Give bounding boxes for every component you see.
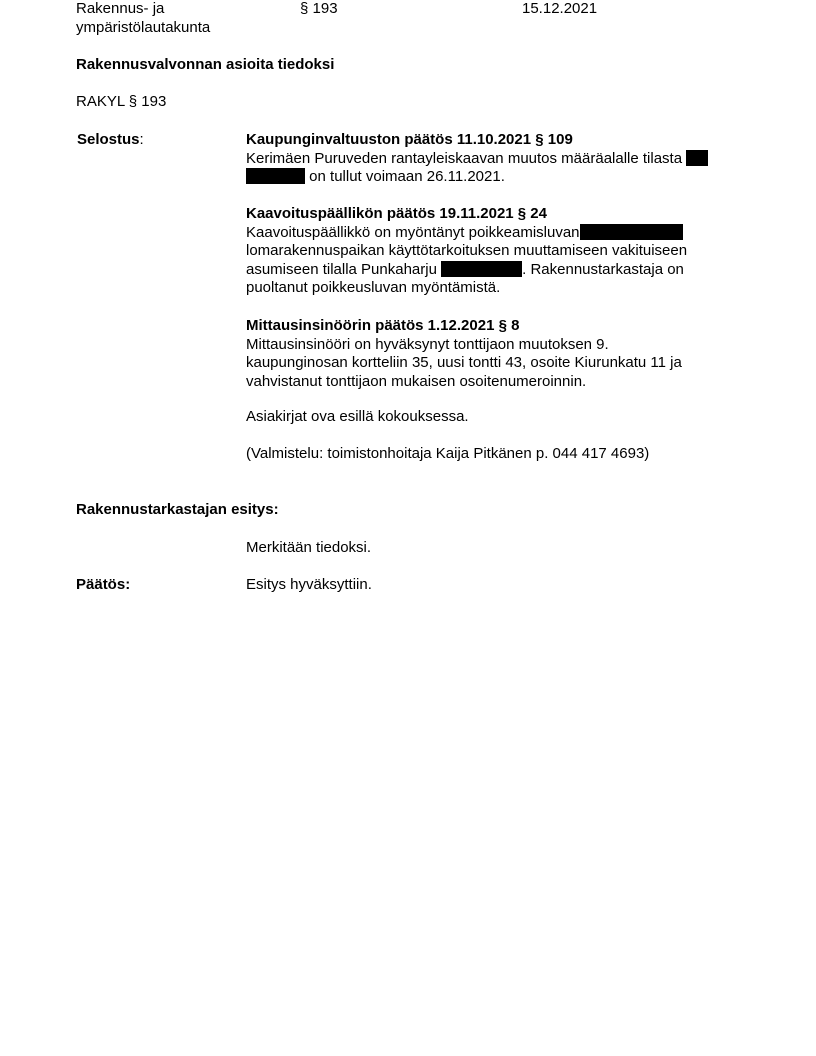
block-heading: Kaavoituspäällikön päätös 19.11.2021 § 24 [246, 205, 547, 222]
redaction-box [441, 261, 522, 277]
block-text: asumiseen tilalla Punkaharju [246, 260, 437, 278]
block-text-line [246, 261, 746, 280]
decision-label: Päätös: [76, 576, 131, 593]
header-date: 15.12.2021 [522, 0, 598, 17]
block-text-line [246, 168, 746, 187]
selostus-label-colon: : [139, 131, 144, 148]
proposal-text: Merkitään tiedoksi. [246, 539, 372, 556]
redaction-box [580, 224, 683, 240]
committee-name-line2: ympäristölautakunta [76, 18, 211, 36]
block-text: Kerimäen Puruveden rantayleiskaavan muutos määräalalle tilasta [246, 149, 683, 167]
page-title: Rakennusvalvonnan asioita tiedoksi [76, 56, 335, 73]
block-text: Kaavoituspäällikkö on myöntänyt poikkeamisluvan [246, 223, 580, 241]
committee-name-line1: Rakennus- ja [76, 0, 165, 17]
selostus-label [77, 131, 144, 150]
decision-block-surveying [246, 317, 746, 391]
block-text: on tullut voimaan 26.11.2021. [309, 168, 505, 185]
header-section-number: § 193 [300, 0, 338, 17]
redaction-box [686, 150, 708, 166]
selostus-label-text: Selostus [77, 131, 140, 148]
block-text-line: vahvistanut tonttijaon mukaisen osoitenumeroinnin. [246, 372, 587, 390]
block-text-line: puoltanut poikkeusluvan myöntämistä. [246, 279, 501, 296]
decision-block-council [246, 131, 746, 187]
block-text: . Rakennustarkastaja on [522, 260, 684, 278]
preparer-note: (Valmistelu: toimistonhoitaja Kaija Pitkänen p. 044 417 4693) [246, 445, 650, 462]
decision-block-planning [246, 205, 746, 298]
block-heading: Kaupunginvaltuuston päätös 11.10.2021 § 109 [246, 131, 573, 148]
reference-line: RAKYL § 193 [76, 93, 167, 110]
block-text-line [246, 224, 746, 243]
block-text-line: lomarakennuspaikan käyttötarkoituksen muuttamiseen vakituiseen [246, 242, 688, 259]
block-text-line: Mittausinsinööri on hyväksynyt tonttijaon muutoksen 9. [246, 335, 609, 353]
block-text-line [246, 150, 746, 169]
redaction-box [246, 168, 305, 184]
proposal-label: Rakennustarkastajan esitys: [76, 501, 279, 518]
documents-note: Asiakirjat ova esillä kokouksessa. [246, 408, 469, 425]
decision-text: Esitys hyväksyttiin. [246, 576, 372, 593]
committee-name [76, 0, 210, 37]
block-text-line: kaupunginosan kortteliin 35, uusi tontti 43, osoite Kiurunkatu 11 ja [246, 354, 682, 371]
block-heading: Mittausinsinöörin päätös 1.12.2021 § 8 [246, 317, 520, 334]
